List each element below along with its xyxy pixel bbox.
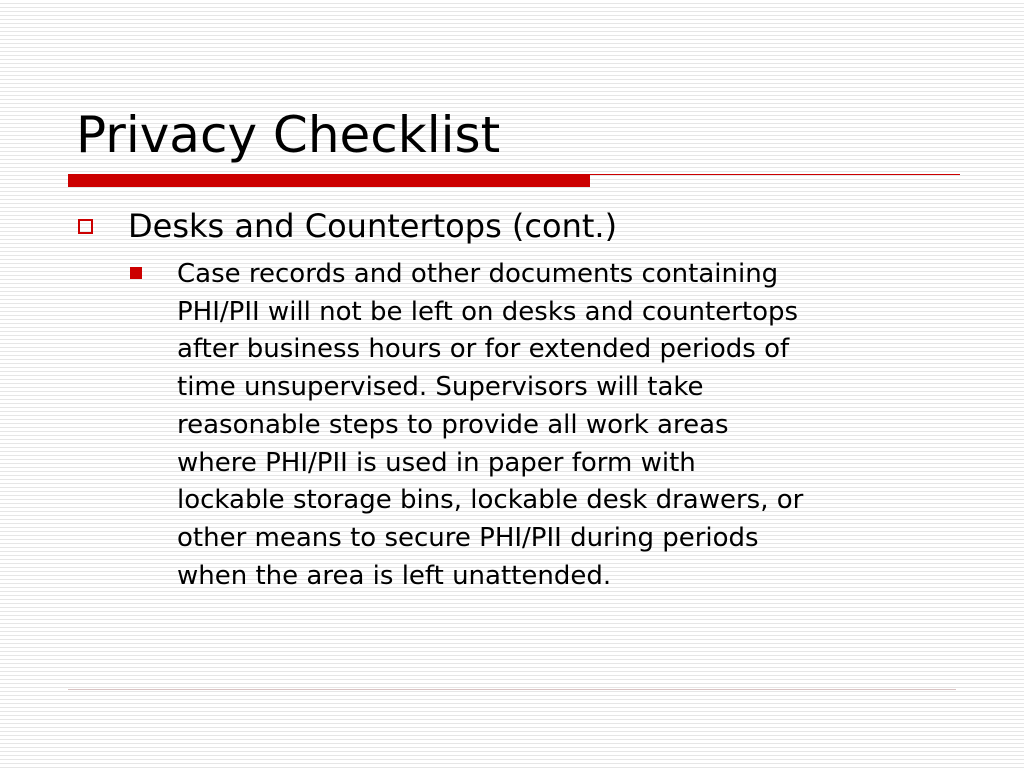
hollow-square-bullet-icon	[78, 219, 93, 234]
slide-title: Privacy Checklist	[76, 106, 501, 164]
footer-divider	[68, 689, 956, 690]
bullet-level-1-text: Desks and Countertops (cont.)	[128, 207, 618, 245]
title-underline-accent-bar	[68, 175, 590, 187]
filled-square-bullet-icon	[130, 267, 142, 279]
bullet-level-2-text: Case records and other documents containing PHI/PII will not be left on desks and countertops after business hours or for extended periods of time unsupervised. Supervisors will take reasonable steps to provide all work areas where PHI/PII is used in paper form with lockable storage bins, lockable desk drawers, or other means to secure PHI/PII during periods when the area is left unattended.	[177, 259, 804, 591]
